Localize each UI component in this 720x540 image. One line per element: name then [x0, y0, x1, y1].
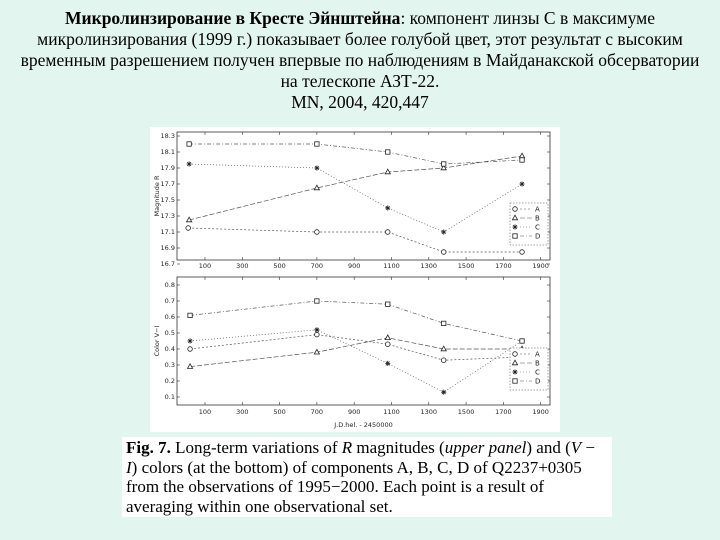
lower-series-d-point: [520, 339, 524, 343]
lower-series-a-line: [190, 335, 522, 361]
lower-series-d-point: [315, 299, 319, 303]
upper-x-tick-label: 1100: [383, 262, 400, 270]
lower-series-a-point: [385, 342, 390, 347]
upper-series-c-line: [189, 164, 522, 232]
lower-x-tick-label: 500: [273, 408, 286, 416]
upper-x-tick-label: 300: [236, 262, 249, 270]
upper-series-b-point: [519, 153, 524, 158]
lower-x-tick-label: 700: [310, 408, 324, 416]
lower-x-axis-label: J.D.hel. - 2450000: [334, 421, 393, 429]
upper-series-a-point: [441, 250, 446, 255]
figure-caption: [122, 437, 612, 517]
lower-series-b-point: [385, 335, 390, 340]
upper-series-c-point: [314, 165, 319, 170]
lower-series-d-line: [190, 301, 522, 341]
upper-legend-label: A: [535, 205, 540, 214]
upper-x-tick-label: 1300: [420, 262, 438, 270]
upper-series-c-point: [385, 205, 390, 210]
slide-description: : компонент линзы С в максимуме микролинзирования (1999 г.) показывает более голубой цвет, этот результат с высоким временным разрешением получен впервые по наблюдениям в Майданакской обсерватории на телескопе АЗТ-22.: [20, 8, 700, 91]
lower-y-tick-label: 0.1: [164, 393, 175, 402]
upper-series-a-point: [520, 250, 525, 255]
lower-series-b-line: [190, 338, 522, 367]
upper-y-tick-label: 16.7: [160, 260, 175, 269]
lower-y-tick-label: 0.2: [164, 377, 175, 386]
upper-series-d-point: [520, 158, 524, 162]
upper-legend-label: C: [535, 223, 540, 232]
upper-y-tick-label: 18.3: [160, 132, 175, 141]
upper-x-tick-label: 100: [198, 262, 212, 270]
upper-legend-marker: [513, 234, 517, 238]
caption-text-2: magnitudes (: [352, 438, 445, 457]
upper-series-a-point: [186, 226, 191, 231]
lower-series-c-point: [441, 390, 446, 395]
upper-y-tick-label: 17.1: [160, 228, 175, 237]
lower-series-d-point: [188, 313, 192, 317]
upper-series-a-line: [188, 228, 522, 252]
lower-x-tick-label: 300: [236, 408, 249, 416]
upper-series-c-point: [187, 161, 192, 166]
caption-text-4: ) colors (at the bottom) of components A, B, C, D of Q2237+0305 from the observations of 1995−2000. Each point is a result of averaging within one observational set.: [126, 457, 582, 516]
upper-y-tick-label: 18.1: [160, 148, 175, 157]
slide-title: Микролинзирование в Кресте Эйнштейна: [65, 8, 401, 28]
caption-r-symbol: R: [341, 438, 353, 457]
lower-legend-label: D: [535, 377, 541, 386]
lower-x-tick-label: 100: [198, 408, 212, 416]
caption-v-symbol: V: [570, 438, 582, 457]
lower-x-tick-label: 1900: [532, 408, 549, 416]
upper-series-a-point: [315, 230, 320, 235]
slide-reference: MN, 2004, 420,447: [291, 92, 429, 112]
upper-series-d-point: [386, 150, 390, 154]
caption-text-1: Long-term variations of: [170, 438, 342, 457]
upper-y-tick-label: 17.3: [160, 212, 175, 221]
lower-legend-label: A: [535, 350, 540, 359]
upper-series-c-point: [441, 229, 446, 234]
lower-y-axis-label: Color V−I: [153, 325, 161, 357]
lower-x-tick-label: 900: [347, 408, 361, 416]
upper-y-axis-label: Magnitude R: [153, 175, 161, 217]
lower-series-d-point: [386, 302, 390, 306]
upper-series-d-point: [441, 162, 445, 166]
figure-panel: [150, 127, 560, 432]
upper-series-c-point: [519, 181, 524, 186]
lower-series-a-point: [315, 332, 320, 337]
lower-y-tick-label: 0.7: [164, 297, 175, 306]
lower-panel-frame: [177, 277, 550, 405]
lower-series-c-point: [314, 327, 319, 332]
lower-legend-marker: [513, 379, 517, 383]
lower-series-c-point: [187, 338, 192, 343]
upper-series-d-line: [189, 144, 522, 164]
lower-legend-label: B: [535, 359, 540, 368]
upper-legend-marker: [513, 207, 518, 212]
upper-x-tick-label: 1900: [532, 262, 549, 270]
upper-legend-label: B: [535, 214, 540, 223]
upper-panel-frame: [177, 132, 550, 260]
upper-series-b-line: [189, 156, 522, 220]
lower-x-tick-label: 1100: [383, 408, 400, 416]
lower-x-tick-label: 1300: [420, 408, 438, 416]
light-curves-chart: [150, 127, 560, 432]
upper-y-tick-label: 17.5: [160, 196, 175, 205]
lower-series-c-point: [385, 361, 390, 366]
caption-text-3: ) and (: [526, 438, 571, 457]
upper-y-tick-label: 17.7: [160, 180, 175, 189]
upper-series-a-point: [385, 230, 390, 235]
lower-y-tick-label: 0.6: [164, 313, 175, 322]
lower-series-a-point: [441, 358, 446, 363]
caption-fig-label: Fig. 7.: [126, 438, 171, 457]
upper-series-d-point: [187, 142, 191, 146]
caption-upper-panel: upper panel: [444, 438, 527, 457]
lower-x-tick-label: 1500: [457, 408, 475, 416]
upper-x-tick-label: 700: [310, 262, 324, 270]
lower-legend-marker: [513, 352, 518, 357]
upper-x-tick-label: 900: [347, 262, 361, 270]
lower-x-tick-label: 1700: [495, 408, 512, 416]
upper-legend-marker: [512, 224, 517, 229]
lower-y-tick-label: 0.8: [164, 281, 175, 290]
upper-x-tick-label: 1500: [457, 262, 475, 270]
upper-x-tick-label: 1700: [495, 262, 512, 270]
lower-series-a-point: [188, 347, 193, 352]
lower-y-tick-label: 0.5: [164, 329, 175, 338]
upper-x-tick-label: 500: [273, 262, 286, 270]
upper-y-tick-label: 17.9: [160, 164, 175, 173]
upper-series-b-point: [385, 169, 390, 174]
caption-i-symbol: I: [126, 457, 132, 477]
lower-series-d-point: [441, 321, 445, 325]
upper-y-tick-label: 16.9: [160, 244, 175, 253]
lower-legend-label: C: [535, 368, 540, 377]
upper-legend-label: D: [535, 232, 541, 241]
caption-minus: −: [581, 438, 595, 457]
lower-y-tick-label: 0.3: [164, 361, 175, 370]
upper-series-d-point: [315, 142, 319, 146]
slide-heading: [10, 8, 710, 113]
lower-y-tick-label: 0.4: [164, 345, 175, 354]
lower-legend-marker: [512, 369, 517, 374]
